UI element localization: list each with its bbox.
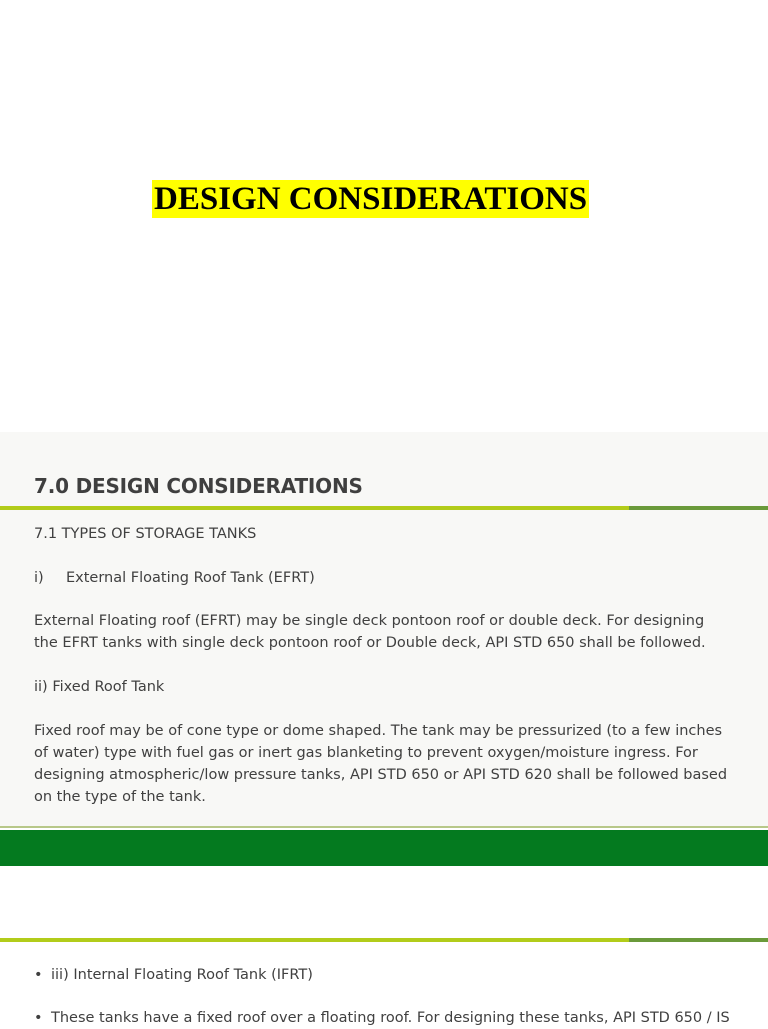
bullet-text: These tanks have a fixed roof over a floating roof. For designing these tanks, API STD 650 / IS bbox=[51, 1010, 730, 1026]
paragraph-line: External Floating roof (EFRT) may be single deck pontoon roof or double deck. For designing bbox=[34, 613, 705, 629]
continuation-slide bbox=[0, 866, 768, 1024]
list-item-fixed-roof: ii) Fixed Roof Tank bbox=[34, 679, 165, 695]
list-item bbox=[34, 964, 754, 986]
paragraph-line: on the type of the tank. bbox=[34, 789, 206, 805]
bullet-text: iii) Internal Floating Roof Tank (IFRT) bbox=[51, 967, 313, 983]
paragraph-line: Fixed roof may be of cone type or dome shaped. The tank may be pressurized (to a few inches bbox=[34, 723, 723, 739]
slide-divider bbox=[0, 826, 768, 828]
content-slide bbox=[0, 432, 768, 826]
title-slide bbox=[0, 0, 768, 432]
list-marker: i) bbox=[34, 570, 44, 586]
bullet-icon: • bbox=[34, 1010, 43, 1026]
paragraph-fixed-roof bbox=[34, 720, 734, 808]
list-item bbox=[34, 1007, 754, 1029]
bullet-icon: • bbox=[34, 967, 43, 983]
heading-rule bbox=[0, 938, 768, 942]
paragraph-efrt bbox=[34, 610, 734, 654]
subheading: 7.1 TYPES OF STORAGE TANKS bbox=[34, 526, 257, 542]
green-band bbox=[0, 830, 768, 866]
list-item-label: External Floating Roof Tank (EFRT) bbox=[66, 570, 315, 586]
heading-rule bbox=[0, 506, 768, 510]
section-heading: 7.0 DESIGN CONSIDERATIONS bbox=[34, 474, 363, 498]
list-item-efrt bbox=[34, 567, 734, 589]
paragraph-line: designing atmospheric/low pressure tanks, API STD 650 or API STD 620 shall be followed based bbox=[34, 767, 728, 783]
paragraph-line: of water) type with fuel gas or inert gas blanketing to prevent oxygen/moisture ingress. For bbox=[34, 745, 698, 761]
slide-title: DESIGN CONSIDERATIONS bbox=[154, 181, 588, 217]
paragraph-line: the EFRT tanks with single deck pontoon roof or Double deck, API STD 650 shall be followed. bbox=[34, 635, 706, 651]
